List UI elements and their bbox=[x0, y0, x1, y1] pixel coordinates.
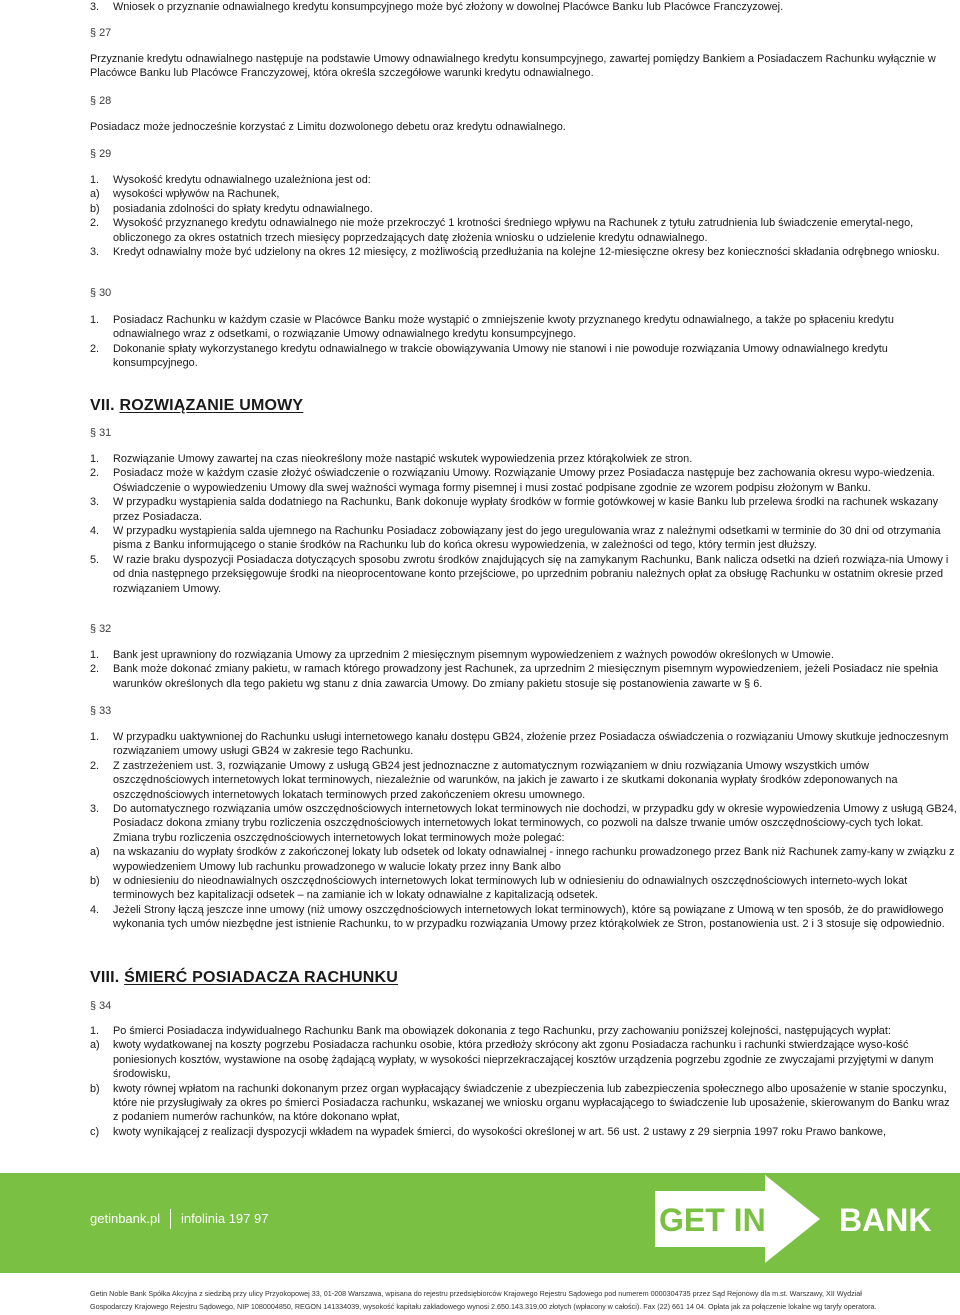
item-text: W razie braku dyspozycji Posiadacza dotyczących sposobu zwrotu środków znajdujących się na zamykanym Rachunku, Bank nalicza odsetki na dzień rozwiąza-nia Umowy i od dnia następnego przeksięgowuje środki na nieoprocentowane konto przejściowe, po uprzednim pobraniu należnych opłat za obsługę Rachunku w ostatnim okresie przed rozwiązaniem Umowy. bbox=[113, 553, 949, 595]
section-34-list bbox=[90, 1024, 958, 1139]
list-item bbox=[90, 216, 958, 245]
section-30-heading: § 30 bbox=[90, 287, 112, 299]
list-item bbox=[90, 1024, 958, 1038]
item-number: 4. bbox=[90, 903, 100, 916]
chapter-number: VII. bbox=[90, 397, 115, 414]
section-number: 29 bbox=[99, 148, 112, 160]
item-number: 1. bbox=[90, 314, 100, 326]
section-number: 30 bbox=[99, 287, 112, 299]
item-number: 1. bbox=[90, 1025, 100, 1037]
list-item bbox=[90, 173, 958, 187]
section-number: 31 bbox=[99, 427, 112, 439]
legal-line: Gospodarczy Krajowego Rejestru Sądowego, NIP 1080004850, REGON 141334039, wysokość kapitału zakładowego wynosi 2.650.143.319,00 złotych (wpłacony w całości). Fax (22) 661 14 04. Opłata jak za połączenie lokalne wg taryfy operatora. bbox=[90, 1301, 877, 1311]
item-number: 2. bbox=[90, 467, 100, 480]
item-text: kwoty wynikającej z realizacji dyspozycji wkładem na wypadek śmierci, do wysokości określonej w art. 56 ust. 2 ustawy z 29 sierpnia 1997 roku Prawo bankowe, bbox=[113, 1125, 886, 1138]
item-text: Rozwiązanie Umowy zawartej na czas nieokreślony może nastąpić wskutek wypowiedzenia przez którąkolwiek ze stron. bbox=[113, 453, 693, 465]
list-item bbox=[90, 313, 958, 342]
list-item bbox=[90, 187, 958, 201]
item-text: wysokości wpływów na Rachunek, bbox=[113, 188, 280, 201]
item-number: a) bbox=[90, 846, 100, 859]
item-number: 2. bbox=[90, 759, 100, 772]
item-text: Kredyt odnawialny może być udzielony na okres 12 miesięcy, z możliwością przedłużania na kolejne 12-miesięczne okresy bez konieczności składania odrębnego wniosku. bbox=[113, 246, 940, 259]
section-33-heading: § 33 bbox=[90, 705, 112, 717]
section-28-heading: § 28 bbox=[90, 95, 112, 107]
item-number: 3. bbox=[90, 246, 100, 259]
item-number: 3. bbox=[90, 803, 100, 816]
list-item bbox=[90, 1125, 958, 1139]
list-item bbox=[90, 466, 958, 495]
item-number: 5. bbox=[90, 553, 100, 566]
item-text: Posiadacz może w każdym czasie złożyć oświadczenie o rozwiązaniu Umowy. Rozwiązanie Umowy przez Posiadacza następuje bez zachowania okresu wypo-wiedzenia. Oświadczenie o wypowiedzeniu Umowy dla swej ważności wymaga formy pisemnej i musi zostać podpisane zgodnie ze wzorem podpisu złożonym w Banku. bbox=[113, 467, 935, 494]
item-number: b) bbox=[90, 202, 100, 215]
list-item bbox=[90, 202, 958, 216]
item-text: Wniosek o przyznanie odnawialnego kredytu konsumpcyjnego może być złożony w dowolnej Placówce Banku lub Placówce Franczyzowej. bbox=[113, 1, 784, 13]
item-text: Wysokość kredytu odnawialnego uzależniona jest od: bbox=[113, 174, 371, 186]
getin-bank-logo bbox=[655, 1175, 960, 1263]
section-27-text: Przyznanie kredytu odnawialnego następuje na podstawie Umowy odnawialnego kredytu konsumpcyjnego, zawartej pomiędzy Bankiem a Posiadaczem Rachunku wyłącznie w Placówce Banku lub Placówce Franczyzowej, która określa szczegółowe warunki kredytu odnawialnego. bbox=[90, 53, 936, 80]
item-text: Jeżeli Strony łączą jeszcze inne umowy (niż umowy oszczędnościowych internetowych lokat terminowych), które są powiązane z Umową w ten sposób, że do prawidłowego wykonania tych umów niezbędne jest istnienie Rachunku, to w przypadku rozwiązania Umowy przez którąkolwiek ze Stron, postanowienia ust. 2 i 3 stosuje się odpowiednio. bbox=[113, 903, 945, 931]
item-number: c) bbox=[90, 1125, 100, 1138]
item-number: a) bbox=[90, 188, 100, 201]
list-item bbox=[90, 845, 958, 874]
item-text: w odniesieniu do nieodnawialnych oszczędnościowych internetowych lokat terminowych lub w odniesieniu do odnawialnych oszczędnościowych interneto-wych lokat terminowych bez kapitalizacji odsetek – na zamianie ich w lokaty odnawialne z kapitalizacją odsetek. bbox=[113, 875, 908, 902]
item-text: kwoty wydatkowanej na koszty pogrzebu Posiadacza rachunku osobie, która przedłoży skrócony akt zgonu Posiadacza rachunku i rachunki stwierdzające wyso-kość poniesionych kosztów, wystawione na osobę żądającą wypłaty, w wysokości nieprzekraczającej kosztów urządzenia pogrzebu zgodnie ze zwyczajami przyjętymi w danym środowisku, bbox=[113, 1039, 934, 1081]
legal-line: Getin Noble Bank Spółka Akcyjna z siedzibą przy ulicy Przyokopowej 33, 01-208 Warszawa, wpisana do rejestru przedsiębiorców Krajowego Rejestru Sądowego pod numerem 0000304735 przez Sąd Rejonowy dla m.st. Warszawy, XII Wydział bbox=[90, 1289, 862, 1298]
list-item bbox=[90, 1082, 958, 1125]
item-number: a) bbox=[90, 1039, 100, 1052]
item-text: posiadania zdolności do spłaty kredytu odnawialnego. bbox=[113, 202, 373, 215]
chapter-heading bbox=[90, 968, 398, 988]
chapter-heading bbox=[90, 396, 303, 416]
logo-text-left: GET IN bbox=[659, 1202, 766, 1238]
footer-divider bbox=[170, 1209, 171, 1229]
item-text: Bank może dokonać zmiany pakietu, w ramach którego prowadzony jest Rachunek, za uprzednim 2 miesięcznym pisemnym wypowiedzeniem, jeżeli Posiadacz nie spełnia warunków określonych dla tego pakietu wg stanu z dnia zawarcia Umowy. Do zmiany pakietu stosuje się postanowienia zawarte w § 6. bbox=[113, 663, 939, 690]
item-number: 1. bbox=[90, 731, 100, 743]
item-number: 3. bbox=[90, 1, 100, 13]
section-32-list bbox=[90, 648, 958, 691]
item-text: Bank jest uprawniony do rozwiązania Umowy za uprzednim 2 miesięcznym pisemnym wypowiedzeniem z ważnych powodów określonych w Umowie. bbox=[113, 649, 834, 661]
section-number: 32 bbox=[99, 623, 112, 635]
item-number: 2. bbox=[90, 342, 100, 355]
section-number: 27 bbox=[99, 27, 112, 39]
item-text: W przypadku uaktywnionej do Rachunku usługi internetowego kanału dostępu GB24, złożenie przez Posiadacza oświadczenia o rozwiązaniu Umowy skutkuje jednoczesnym rozwiązaniem umowy usługi GB24 w zakresie tego Rachunku. bbox=[113, 731, 949, 758]
list-item bbox=[90, 495, 958, 524]
list-item bbox=[90, 903, 958, 932]
item-text: Do automatycznego rozwiązania umów oszczędnościowych internetowych lokat terminowych nie dochodzi, w przypadku gdy w okresie wypowiedzenia Umowy z usługą GB24, Posiadacz dokona zmiany trybu rozliczenia oszczędnościowych internetowych lokat terminowych, co pozwoli na dalsze trwanie umów oszczędnościowy-cych tych lokat. Zmiana trybu rozliczenia oszczędnościowych internetowych lokat terminowych może polegać: bbox=[113, 803, 957, 844]
item-text: Wysokość przyznanego kredytu odnawialnego nie może przekroczyć 1 krotności średniego wpływu na Rachunek z tytułu zatrudnienia lub świadczenie emerytal-nego, obliczonego za okres ostatnich trzech miesięcy poprzedzających datę złożenia wniosku o udzielenie kredytu odnawialnego. bbox=[113, 217, 914, 244]
section-number: 33 bbox=[99, 705, 112, 717]
item-number: b) bbox=[90, 1082, 100, 1095]
item-number: 1. bbox=[90, 174, 100, 186]
item-text: W przypadku wystąpienia salda dodatniego na Rachunku, Bank dokonuje wypłaty środków w formie gotówkowej w kasie Banku lub przelewa środki na rachunek wskazany przez Posiadacza. bbox=[113, 496, 939, 523]
chapter-title: ŚMIERĆ POSIADACZA RACHUNKU bbox=[124, 969, 399, 986]
hotline-text: infolinia 197 97 bbox=[181, 1211, 269, 1226]
item-text: Posiadacz Rachunku w każdym czasie w Placówce Banku może wystąpić o zmniejszenie kwoty przyznanego kredytu odnawialnego, a także po spłaceniu kredytu odnawialnego wraz z odsetkami, o rozwiązanie Umowy odnawialnego kredytu konsumpcyjnego. bbox=[113, 314, 894, 341]
item-number: 4. bbox=[90, 525, 100, 538]
section-number: 34 bbox=[99, 1000, 112, 1012]
item-number: 1. bbox=[90, 453, 100, 465]
list-item bbox=[90, 245, 958, 259]
list-item bbox=[90, 874, 958, 903]
list-item bbox=[90, 0, 960, 14]
chapter-number: VIII. bbox=[90, 969, 120, 986]
section-31-list bbox=[90, 452, 958, 596]
section-29-heading: § 29 bbox=[90, 148, 112, 160]
item-text: Po śmierci Posiadacza indywidualnego Rachunku Bank ma obowiązek dokonania z tego Rachunku, przy zachowaniu poniższej kolejności, następujących wypłat: bbox=[113, 1025, 891, 1037]
list-item bbox=[90, 342, 958, 371]
item-number: b) bbox=[90, 875, 100, 888]
section-29-list bbox=[90, 173, 958, 259]
item-text: na wskazaniu do wypłaty środków z zakończonej lokaty lub odsetek od lokaty odnawialnej - innego rachunku prowadzonego przez Bank niż Rachunek zamy-kany w związku z wypowiedzeniem Umowy lub rachunku prowadzonego w walucie lokaty przez inny Bank albo bbox=[113, 846, 955, 873]
website-link[interactable]: getinbank.pl bbox=[90, 1211, 161, 1226]
item-number: 2. bbox=[90, 217, 100, 230]
section-28-text: Posiadacz może jednocześnie korzystać z Limitu dozwolonego debetu oraz kredytu odnawialnego. bbox=[90, 121, 566, 133]
list-item bbox=[90, 524, 958, 553]
item-number: 3. bbox=[90, 496, 100, 509]
list-item bbox=[90, 759, 958, 802]
logo-text-right: BANK bbox=[839, 1202, 932, 1238]
legal-notice bbox=[90, 1288, 958, 1313]
section-30-list bbox=[90, 313, 958, 371]
section-31-heading: § 31 bbox=[90, 427, 112, 439]
item-text: kwoty równej wpłatom na rachunki dokonanym przez organ wypłacający świadczenie z ubezpieczenia lub zabezpieczenia społecznego albo uposażenie w stanie spoczynku, które nie przysługiwały za okres po śmierci Posiadacza rachunku, wskazanej we wniosku organu wypłacającego to świadczenie lub uposażenie, skierowanym do Banku wraz z podaniem numerów rachunków, na które dokonano wpłat, bbox=[113, 1082, 950, 1124]
section-27-heading: § 27 bbox=[90, 27, 112, 39]
list-item bbox=[90, 662, 958, 691]
section-33-list bbox=[90, 730, 958, 932]
section-34-heading: § 34 bbox=[90, 1000, 112, 1012]
item-text: Dokonanie spłaty wykorzystanego kredytu odnawialnego w trakcie obowiązywania Umowy nie stanowi i nie powoduje rozwiązania Umowy odnawialnego kredytu konsumpcyjnego. bbox=[113, 342, 888, 370]
item-number: 1. bbox=[90, 649, 100, 661]
section-32-heading: § 32 bbox=[90, 623, 112, 635]
chapter-title: ROZWIĄZANIE UMOWY bbox=[119, 397, 304, 414]
list-item bbox=[90, 1038, 958, 1081]
list-item bbox=[90, 553, 958, 596]
list-item bbox=[90, 730, 958, 759]
item-text: W przypadku wystąpienia salda ujemnego na Rachunku Posiadacz zobowiązany jest do jego uregulowania wraz z należnymi odsetkami w terminie do 30 dni od otrzymania pisma z Banku informującego o stanie środków na Rachunku lub do końca okresu wypowiedzenia, w zależności od tego, który termin jest dłuższy. bbox=[113, 525, 941, 552]
item-number: 2. bbox=[90, 663, 100, 676]
list-item bbox=[90, 648, 958, 662]
section-number: 28 bbox=[99, 95, 112, 107]
list-item bbox=[90, 802, 958, 845]
list-item bbox=[90, 452, 958, 466]
item-text: Z zastrzeżeniem ust. 3, rozwiązanie Umowy z usługą GB24 jest jednoznaczne z automatycznym rozwiązaniem w dniu rozwiązania Umowy wszystkich umów oszczędnościowych internetowych lokat terminowych, niezależnie od warunków, na jakich je zawarto i ze skutkami dokonania wypłaty środków zdeponowanych na oszczędnościowych internetowych lokatach terminowych przed zakończeniem okresu umownego. bbox=[113, 759, 898, 801]
